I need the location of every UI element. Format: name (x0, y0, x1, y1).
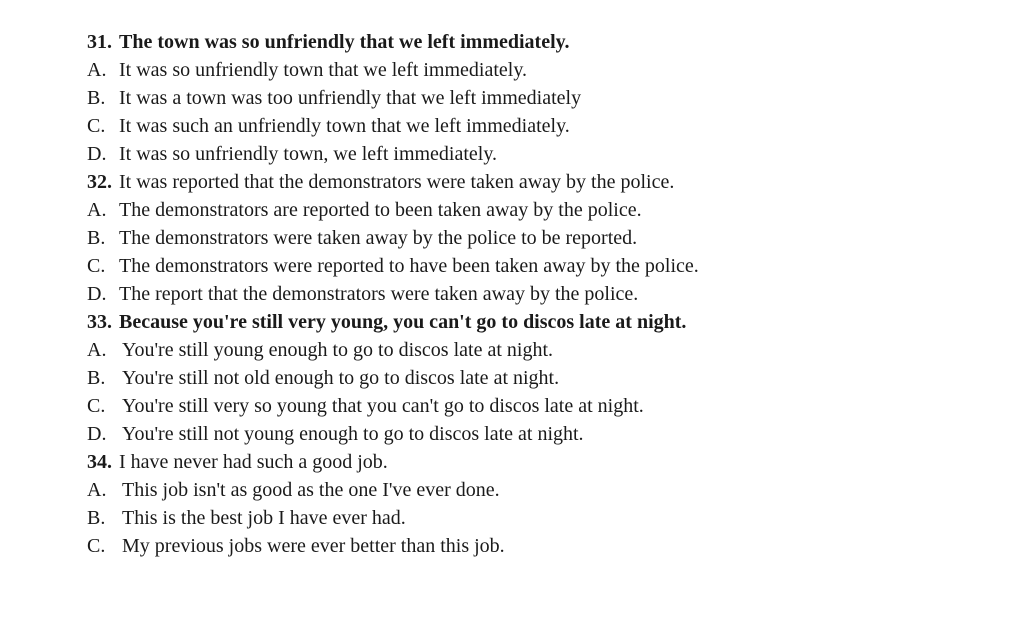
question-number: 33. (87, 311, 112, 333)
option-letter: C. (87, 115, 106, 137)
option-text: You're still not old enough to go to discos late at night. (122, 367, 560, 389)
exercise-document (0, 28, 1024, 560)
option-text: It was a town was too unfriendly that we left immediately (119, 87, 582, 109)
option-letter: D. (87, 423, 107, 445)
option-letter: C. (87, 255, 106, 277)
option-text: This job isn't as good as the one I've ever done. (122, 479, 500, 501)
option-32-c (0, 252, 1024, 280)
option-32-d (0, 280, 1024, 308)
option-31-c (0, 112, 1024, 140)
option-text: This is the best job I have ever had. (122, 507, 406, 529)
option-text: You're still not young enough to go to discos late at night. (122, 423, 584, 445)
option-letter: C. (87, 395, 106, 417)
option-32-b (0, 224, 1024, 252)
option-letter: B. (87, 87, 106, 109)
option-34-a (0, 476, 1024, 504)
option-letter: B. (87, 367, 106, 389)
option-text: The demonstrators are reported to been taken away by the police. (119, 199, 642, 221)
option-letter: B. (87, 227, 106, 249)
option-33-a (0, 336, 1024, 364)
question-33 (0, 308, 1024, 336)
option-text: You're still very so young that you can't go to discos late at night. (122, 395, 644, 417)
option-text: The demonstrators were taken away by the police to be reported. (119, 227, 638, 249)
option-text: It was so unfriendly town, we left immediately. (119, 143, 498, 165)
option-letter: C. (87, 535, 106, 557)
question-stem: I have never had such a good job. (119, 451, 388, 473)
option-text: The demonstrators were reported to have been taken away by the police. (119, 255, 699, 277)
option-34-c (0, 532, 1024, 560)
option-text: My previous jobs were ever better than this job. (122, 535, 505, 557)
question-31 (0, 28, 1024, 56)
option-text: It was such an unfriendly town that we left immediately. (119, 115, 570, 137)
question-34 (0, 448, 1024, 476)
option-32-a (0, 196, 1024, 224)
option-letter: A. (87, 479, 107, 501)
option-letter: B. (87, 507, 106, 529)
question-stem: Because you're still very young, you can't go to discos late at night. (119, 311, 687, 333)
option-31-d (0, 140, 1024, 168)
option-33-b (0, 364, 1024, 392)
question-number: 31. (87, 31, 112, 53)
question-stem: It was reported that the demonstrators were taken away by the police. (119, 171, 675, 193)
option-33-d (0, 420, 1024, 448)
option-34-b (0, 504, 1024, 532)
option-33-c (0, 392, 1024, 420)
option-letter: A. (87, 339, 107, 361)
option-31-b (0, 84, 1024, 112)
option-letter: D. (87, 143, 107, 165)
option-31-a (0, 56, 1024, 84)
option-letter: A. (87, 199, 107, 221)
question-number: 32. (87, 171, 112, 193)
question-32 (0, 168, 1024, 196)
option-text: You're still young enough to go to discos late at night. (122, 339, 553, 361)
option-letter: A. (87, 59, 107, 81)
question-stem: The town was so unfriendly that we left immediately. (119, 31, 570, 53)
option-text: It was so unfriendly town that we left immediately. (119, 59, 528, 81)
option-letter: D. (87, 283, 107, 305)
option-text: The report that the demonstrators were taken away by the police. (119, 283, 639, 305)
question-number: 34. (87, 451, 112, 473)
